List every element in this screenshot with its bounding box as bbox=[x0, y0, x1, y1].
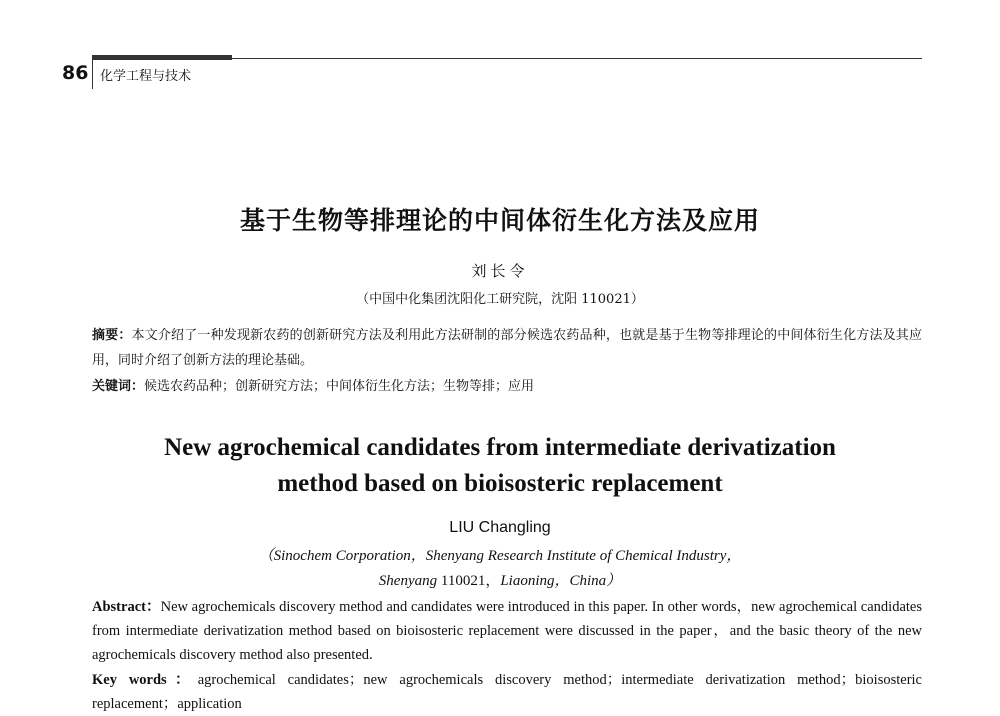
english-keywords-text: agrochemical candidates；new agrochemicals discovery method；intermediate derivatization method；bioisosteric replacement；application bbox=[92, 672, 922, 712]
english-affiliation-line1: （Sinochem Corporation，Shenyang Research Institute of Chemical Industry， bbox=[258, 548, 742, 564]
header-divider bbox=[92, 55, 93, 89]
english-affiliation bbox=[0, 544, 1000, 594]
header-rule bbox=[92, 58, 922, 59]
english-author: LIU Changling bbox=[449, 519, 551, 536]
english-affiliation-city: Shenyang bbox=[378, 573, 438, 589]
english-abstract-label: Abstract： bbox=[92, 599, 161, 615]
chinese-abstract-text: 本文介绍了一种发现新农药的创新研究方法及利用此方法研制的部分候选农药品种，也就是基于生物等排理论的中间体衍生化方法及其应用，同时介绍了创新方法的理论基础。 bbox=[92, 328, 922, 368]
chinese-affiliation: （中国中化集团沈阳化工研究院，沈阳 110021） bbox=[356, 292, 644, 307]
english-title-line1: New agrochemical candidates from intermediate derivatization bbox=[164, 434, 836, 461]
english-affiliation-rest: Liaoning，China） bbox=[500, 573, 622, 589]
chinese-abstract bbox=[92, 323, 922, 373]
english-abstract bbox=[92, 595, 922, 667]
chinese-keywords-label: 关键词： bbox=[92, 379, 145, 394]
chinese-keywords-text: 候选农药品种；创新研究方法；中间体衍生化方法；生物等排；应用 bbox=[144, 379, 535, 394]
english-abstract-text: New agrochemicals discovery method and candidates were introduced in this paper. In other words，new agrochemical candidates from intermediate derivatization method based on bioisosteric replacement were discussed in the paper，and the basic theory of the new agrochemicals discovery method also presented. bbox=[92, 599, 922, 663]
page-header bbox=[62, 52, 922, 92]
chinese-title: 基于生物等排理论的中间体衍生化方法及应用 bbox=[239, 206, 760, 235]
chinese-author: 刘长令 bbox=[471, 262, 529, 280]
page-number: 86 bbox=[62, 62, 89, 84]
english-affiliation-postcode: 110021， bbox=[437, 573, 501, 589]
english-keywords-label: Key words： bbox=[92, 672, 198, 688]
journal-name: 化学工程与技术 bbox=[100, 69, 192, 84]
chinese-abstract-label: 摘要： bbox=[92, 328, 132, 343]
english-affiliation-line2 bbox=[0, 569, 1000, 594]
english-keywords bbox=[92, 668, 922, 716]
english-title bbox=[0, 430, 1000, 502]
chinese-keywords bbox=[92, 374, 922, 399]
english-title-line2: method based on bioisosteric replacement bbox=[277, 470, 723, 497]
